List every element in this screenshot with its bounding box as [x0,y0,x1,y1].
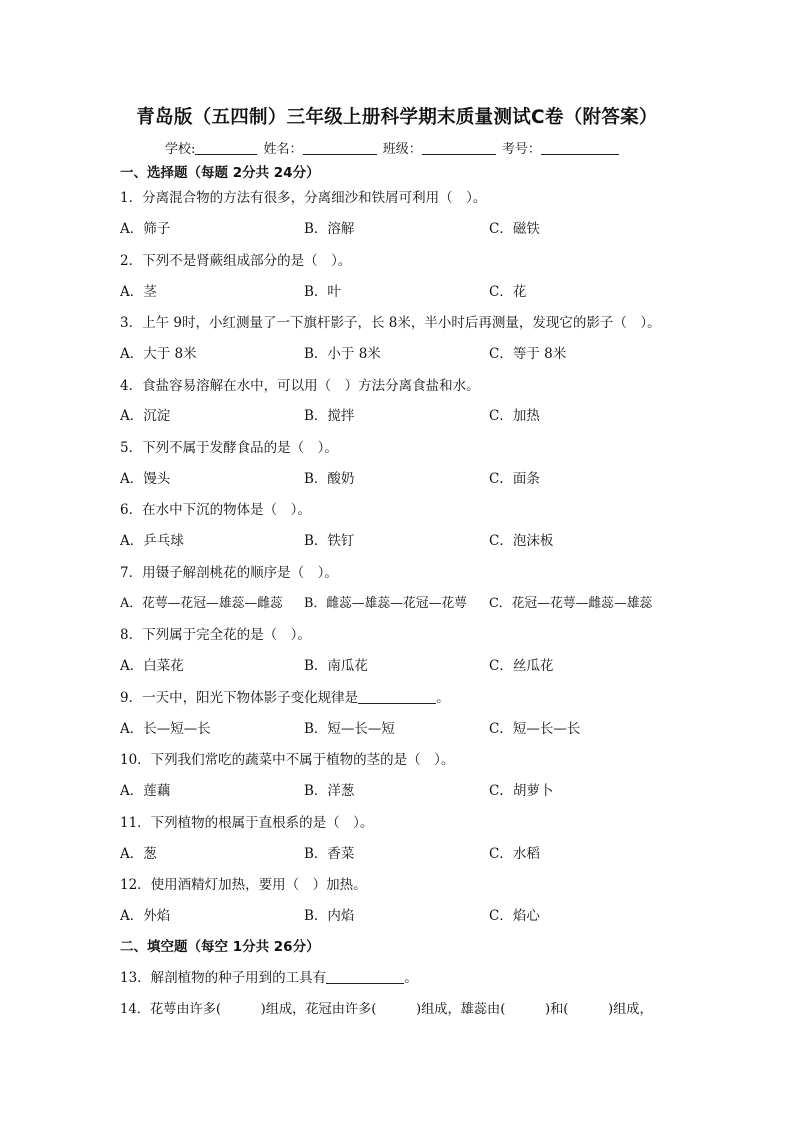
option-a[interactable]: A．馒头 [120,471,171,487]
option-a[interactable]: A．筛子 [120,221,171,237]
option-a[interactable]: A．沉淀 [120,408,171,424]
question-11: 11．下列植物的根属于直根系的是（ ）。 [120,815,374,831]
option-a[interactable]: A．葱 [120,846,157,862]
question-2: 2．下列不是肾蕨组成部分的是（ ）。 [120,253,352,269]
question-8: 8．下列属于完全花的是（ ）。 [120,627,311,643]
answer-blank[interactable] [358,691,436,704]
option-c[interactable]: C．加热 [489,408,540,424]
section-heading-fill-in: 二、填空题（每空 1分共 26分） [120,939,320,955]
student-info-line [165,138,621,157]
exam-no-field[interactable] [541,142,619,155]
question-10: 10．下列我们常吃的蔬菜中不属于植物的茎的是（ ）。 [120,752,455,768]
answer-blank[interactable] [326,971,404,984]
question-1: 1．分离混合物的方法有很多，分离细沙和铁屑可利用（ ）。 [120,190,487,206]
question-7: 7．用镊子解剖桃花的顺序是（ ）。 [120,565,338,581]
option-a[interactable]: A．外焰 [120,908,171,924]
question-9-text: 9．一天中，阳光下物体影子变化规律是 [120,690,359,706]
option-a[interactable]: A．莲藕 [120,783,171,799]
question-6: 6．在水中下沉的物体是（ ）。 [120,502,311,518]
option-c[interactable]: C．焰心 [489,908,540,924]
question-3: 3．上午 9时，小红测量了一下旗杆影子，长 8米，半小时后再测量，发现它的影子（ ）。 [120,315,661,331]
option-b[interactable]: B．南瓜花 [304,658,368,674]
name-label: 姓名： [263,142,303,157]
class-label: 班级： [382,142,422,157]
option-c[interactable]: C．泡沫板 [489,533,554,549]
option-a[interactable]: A．茎 [120,284,157,300]
option-c[interactable]: C．丝瓜花 [489,658,554,674]
question-4: 4．食盐容易溶解在水中，可以用（ ）方法分离食盐和水。 [120,378,480,394]
question-9 [120,686,450,706]
option-b[interactable]: B．小于 8米 [304,346,381,362]
option-b[interactable]: B．溶解 [304,221,355,237]
question-13-text: 13．解剖植物的种子用到的工具有 [120,970,327,986]
option-a[interactable]: A．大于 8米 [120,346,197,362]
question-13-text-end: 。 [404,970,418,986]
option-b[interactable]: B．洋葱 [304,783,355,799]
option-c[interactable]: C．等于 8米 [489,346,567,362]
option-c[interactable]: C．磁铁 [489,221,540,237]
class-field[interactable] [422,142,496,155]
option-c[interactable]: C．花冠—花萼—雌蕊—雄蕊 [489,596,653,611]
option-c[interactable]: C．花 [489,284,527,300]
option-a[interactable]: A．白菜花 [120,658,184,674]
option-a[interactable]: A．乒乓球 [120,533,184,549]
page-title: 青岛版（五四制）三年级上册科学期末质量测试C卷（附答案） [136,107,658,128]
exam-no-label: 考号： [501,142,541,157]
option-b[interactable]: B．短—长—短 [304,721,395,737]
option-b[interactable]: B．香菜 [304,846,355,862]
option-a[interactable]: A．花萼—花冠—雄蕊—雌蕊 [120,596,283,611]
option-b[interactable]: B．雌蕊—雄蕊—花冠—花萼 [304,596,467,611]
question-12: 12．使用酒精灯加热，要用（ ）加热。 [120,877,367,893]
option-a[interactable]: A．长—短—长 [120,721,211,737]
section-heading-choice: 一、选择题（每题 2分共 24分） [120,165,320,181]
question-14: 14．花萼由许多( )组成，花冠由许多( )组成，雄蕊由( )和( )组成， [120,1002,653,1017]
question-5: 5．下列不属于发酵食品的是（ ）。 [120,440,338,456]
option-c[interactable]: C．水稻 [489,846,540,862]
option-b[interactable]: B．酸奶 [304,471,355,487]
option-c[interactable]: C．胡萝卜 [489,783,554,799]
option-c[interactable]: C．短—长—长 [489,721,581,737]
question-9-text-end: 。 [436,690,450,706]
question-13 [120,966,418,986]
option-b[interactable]: B．铁钉 [304,533,355,549]
school-label: 学校: [165,142,196,157]
option-b[interactable]: B．搅拌 [304,408,355,424]
name-field[interactable] [303,142,377,155]
option-c[interactable]: C．面条 [489,471,540,487]
school-field[interactable] [195,142,257,155]
option-b[interactable]: B．内焰 [304,908,355,924]
option-b[interactable]: B．叶 [304,284,341,300]
